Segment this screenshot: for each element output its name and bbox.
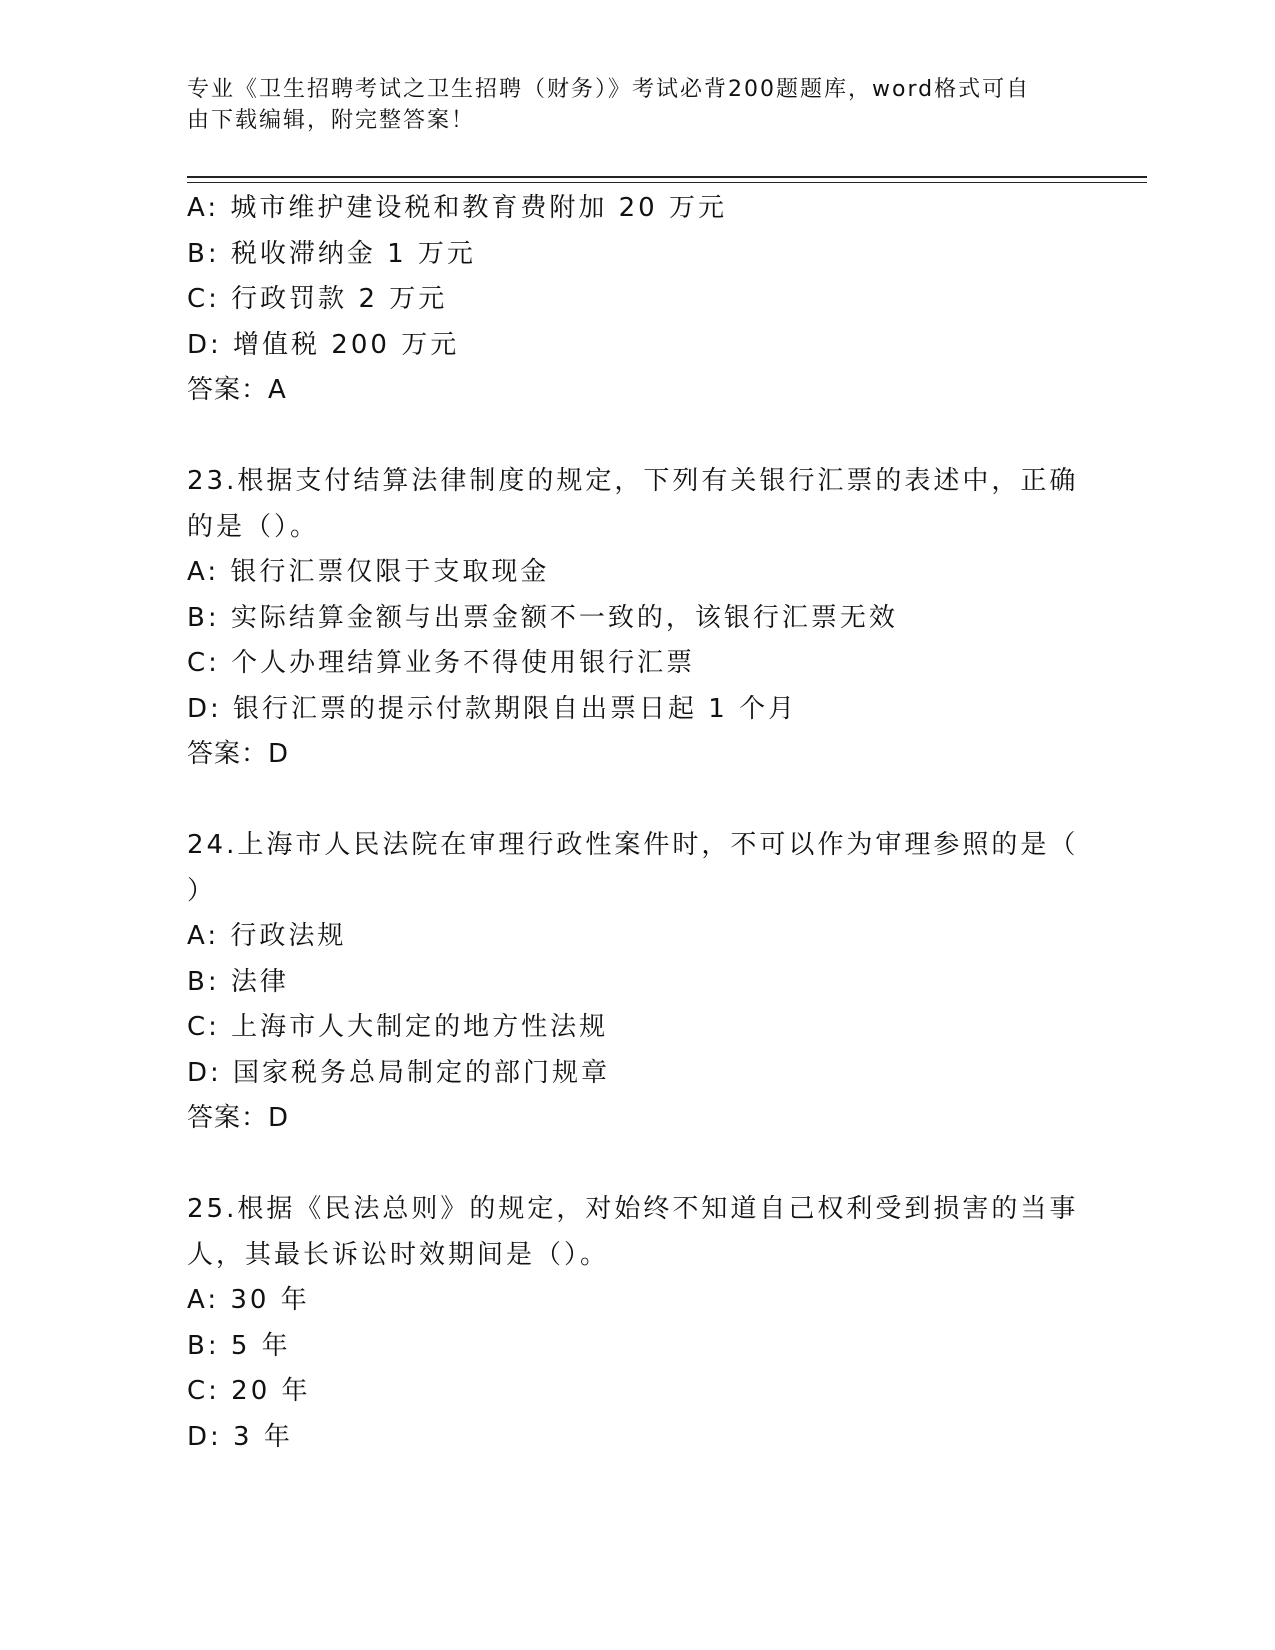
- option-b: B: 税收滞纳金 1 万元: [187, 238, 476, 269]
- option-a: A: 30 年: [187, 1285, 310, 1315]
- answer-line: 答案：D: [187, 1103, 290, 1133]
- question-text-line-1: 25.根据《民法总则》的规定，对始终不知道自己权利受到损害的当事: [187, 1194, 1079, 1224]
- question-text-line-2: ）: [187, 875, 217, 906]
- header-line-1: 专业《卫生招聘考试之卫生招聘（财务）》考试必背200题题库，word格式可自: [187, 77, 1031, 102]
- option-a: A: 城市维护建设税和教育费附加 20 万元: [187, 193, 727, 223]
- option-d: D: 3 年: [187, 1421, 293, 1452]
- option-c: C: 行政罚款 2 万元: [187, 284, 448, 314]
- spacer: [187, 1142, 1087, 1188]
- option-a: A: 银行汇票仅限于支取现金: [187, 557, 550, 587]
- option-d: D: 国家税务总局制定的部门规章: [187, 1057, 611, 1088]
- option-c: C: 20 年: [187, 1376, 311, 1406]
- option-b: B: 5 年: [187, 1330, 291, 1361]
- option-b: B: 实际结算金额与出票金额不一致的，该银行汇票无效: [187, 602, 898, 633]
- option-a: A: 行政法规: [187, 921, 347, 951]
- question-list: [187, 186, 1087, 1460]
- header-rule-thin: [187, 182, 1147, 183]
- spacer: [187, 778, 1087, 824]
- question-25: [187, 1187, 1087, 1460]
- document-header: [187, 74, 1067, 136]
- option-d: D: 银行汇票的提示付款期限自出票日起 1 个月: [187, 693, 798, 724]
- question-22-continued: [187, 186, 1087, 414]
- header-rule-thick: [187, 176, 1147, 178]
- question-text-line-1: 24.上海市人民法院在审理行政性案件时，不可以作为审理参照的是（: [187, 830, 1079, 860]
- question-23: [187, 459, 1087, 778]
- question-text-line-2: 的是（）。: [187, 511, 320, 542]
- answer-line: 答案：A: [187, 375, 287, 405]
- spacer: [187, 414, 1087, 460]
- question-text-line-2: 人，其最长诉讼时效期间是（）。: [187, 1239, 610, 1270]
- question-24: [187, 823, 1087, 1142]
- option-b: B: 法律: [187, 966, 289, 997]
- option-c: C: 个人办理结算业务不得使用银行汇票: [187, 648, 696, 678]
- header-line-2: 由下载编辑，附完整答案！: [187, 108, 476, 133]
- answer-line: 答案：D: [187, 739, 290, 769]
- option-c: C: 上海市人大制定的地方性法规: [187, 1012, 609, 1042]
- question-text-line-1: 23.根据支付结算法律制度的规定，下列有关银行汇票的表述中，正确: [187, 466, 1079, 496]
- option-d: D: 增值税 200 万元: [187, 329, 460, 360]
